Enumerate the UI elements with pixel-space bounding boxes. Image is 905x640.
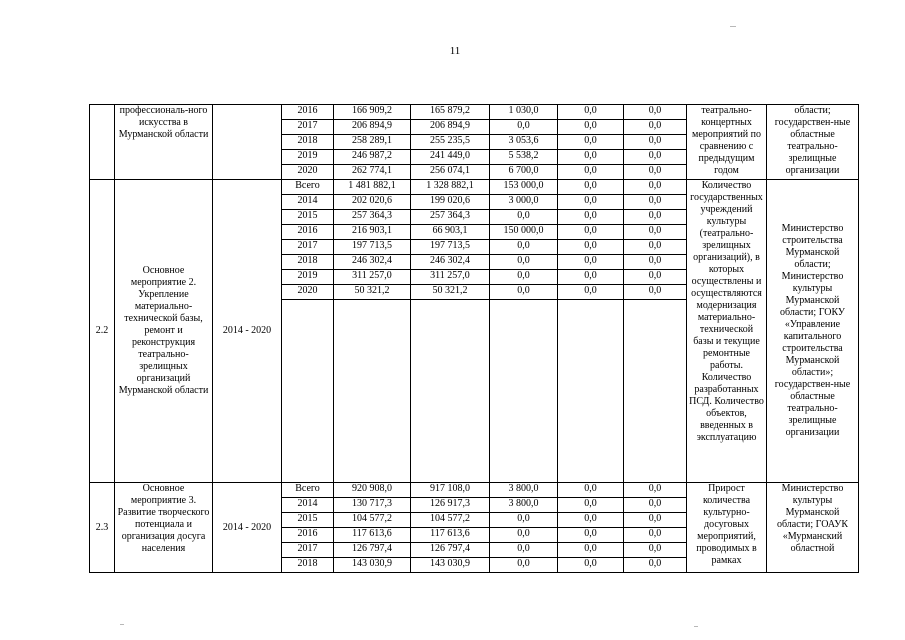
financing-table [89,104,859,573]
local-budget-cell: 0,0 [558,180,624,195]
local-budget-cell: 0,0 [558,483,624,498]
federal-budget-cell: 6 700,0 [490,165,558,180]
federal-budget-cell: 0,0 [490,210,558,225]
local-budget-cell: 0,0 [558,150,624,165]
executor-cell: Министерство культуры Мурманской области; ГОАУК «Мурманский областной [767,483,859,573]
other-sources-cell: 0,0 [624,498,687,513]
total-cell: 246 302,4 [334,255,411,270]
federal-budget-cell: 3 000,0 [490,195,558,210]
federal-budget-cell [490,300,558,483]
federal-budget-cell: 153 000,0 [490,180,558,195]
regional-budget-cell: 126 797,4 [411,543,490,558]
other-sources-cell: 0,0 [624,240,687,255]
indicator-cell: Количество государственных учреждений культуры (театрально-зрелищных организаций), в которых осуществлены и осуществляются модернизация материально-технической базы и текущие ремонтные работы. Количество разработанных ПСД. Количество объектов, введенных в эксплуатацию [687,180,767,483]
total-cell: 130 717,3 [334,498,411,513]
regional-budget-cell: 241 449,0 [411,150,490,165]
year-cell: 2014 [282,195,334,210]
federal-budget-cell: 5 538,2 [490,150,558,165]
regional-budget-cell: 255 235,5 [411,135,490,150]
regional-budget-cell: 311 257,0 [411,270,490,285]
federal-budget-cell: 150 000,0 [490,225,558,240]
federal-budget-cell: 1 030,0 [490,105,558,120]
page-number: 11 [449,45,461,57]
year-cell: 2019 [282,150,334,165]
total-cell: 1 481 882,1 [334,180,411,195]
other-sources-cell: 0,0 [624,195,687,210]
regional-budget-cell: 257 364,3 [411,210,490,225]
total-cell: 166 909,2 [334,105,411,120]
regional-budget-cell: 197 713,5 [411,240,490,255]
total-cell: 246 987,2 [334,150,411,165]
total-cell: 117 613,6 [334,528,411,543]
local-budget-cell: 0,0 [558,105,624,120]
scan-mark [694,626,698,627]
total-cell [334,300,411,483]
regional-budget-cell: 165 879,2 [411,105,490,120]
indicator-cell: театрально-концертных мероприятий по сравнению с предыдущим годом [687,105,767,180]
federal-budget-cell: 0,0 [490,513,558,528]
regional-budget-cell: 50 321,2 [411,285,490,300]
local-budget-cell: 0,0 [558,195,624,210]
total-cell: 104 577,2 [334,513,411,528]
federal-budget-cell: 0,0 [490,558,558,573]
federal-budget-cell: 0,0 [490,120,558,135]
local-budget-cell: 0,0 [558,558,624,573]
table-row [90,483,859,498]
year-cell: 2020 [282,285,334,300]
total-cell: 311 257,0 [334,270,411,285]
other-sources-cell: 0,0 [624,285,687,300]
local-budget-cell: 0,0 [558,240,624,255]
local-budget-cell: 0,0 [558,255,624,270]
federal-budget-cell: 3 800,0 [490,483,558,498]
other-sources-cell: 0,0 [624,543,687,558]
year-cell: 2018 [282,135,334,150]
item-name-cell: Основное мероприятие 2. Укрепление материально-технической базы, ремонт и реконструкция театрально-зрелищных организаций Мурманской области [115,180,213,483]
item-number-cell: 2.3 [90,483,115,573]
total-cell: 920 908,0 [334,483,411,498]
total-cell: 143 030,9 [334,558,411,573]
local-budget-cell: 0,0 [558,513,624,528]
total-cell: 257 364,3 [334,210,411,225]
table-row [90,105,859,120]
year-cell: 2017 [282,120,334,135]
period-cell: 2014 - 2020 [213,483,282,573]
federal-budget-cell: 0,0 [490,255,558,270]
regional-budget-cell: 256 074,1 [411,165,490,180]
local-budget-cell [558,300,624,483]
local-budget-cell: 0,0 [558,210,624,225]
other-sources-cell [624,300,687,483]
other-sources-cell: 0,0 [624,165,687,180]
regional-budget-cell: 1 328 882,1 [411,180,490,195]
scan-mark [730,26,736,27]
year-cell: Всего [282,180,334,195]
executor-cell: области; государствен-ные областные театрально-зрелищные организации [767,105,859,180]
local-budget-cell: 0,0 [558,225,624,240]
item-number-cell: 2.2 [90,180,115,483]
other-sources-cell: 0,0 [624,135,687,150]
local-budget-cell: 0,0 [558,543,624,558]
local-budget-cell: 0,0 [558,135,624,150]
year-cell: 2016 [282,105,334,120]
year-cell: 2015 [282,210,334,225]
year-cell: 2017 [282,240,334,255]
table-row [90,180,859,195]
year-cell: 2016 [282,225,334,240]
year-cell: 2020 [282,165,334,180]
regional-budget-cell: 206 894,9 [411,120,490,135]
other-sources-cell: 0,0 [624,528,687,543]
federal-budget-cell: 0,0 [490,285,558,300]
local-budget-cell: 0,0 [558,528,624,543]
regional-budget-cell [411,300,490,483]
other-sources-cell: 0,0 [624,210,687,225]
indicator-cell: Прирост количества культурно-досуговых мероприятий, проводимых в рамках [687,483,767,573]
year-cell [282,300,334,483]
year-cell: 2016 [282,528,334,543]
executor-cell: Министерство строительства Мурманской области; Министерство культуры Мурманской области; ГОКУ «Управление капитального строительства Мурманской области»; государствен-ные областные театрально-зрелищные организации [767,180,859,483]
item-number-cell [90,105,115,180]
total-cell: 258 289,1 [334,135,411,150]
other-sources-cell: 0,0 [624,483,687,498]
other-sources-cell: 0,0 [624,150,687,165]
total-cell: 262 774,1 [334,165,411,180]
regional-budget-cell: 143 030,9 [411,558,490,573]
item-name-cell: профессиональ-ного искусства в Мурманской области [115,105,213,180]
local-budget-cell: 0,0 [558,498,624,513]
year-cell: 2019 [282,270,334,285]
regional-budget-cell: 917 108,0 [411,483,490,498]
year-cell: 2017 [282,543,334,558]
year-cell: Всего [282,483,334,498]
total-cell: 206 894,9 [334,120,411,135]
federal-budget-cell: 3 053,6 [490,135,558,150]
local-budget-cell: 0,0 [558,165,624,180]
total-cell: 126 797,4 [334,543,411,558]
local-budget-cell: 0,0 [558,270,624,285]
regional-budget-cell: 246 302,4 [411,255,490,270]
local-budget-cell: 0,0 [558,285,624,300]
other-sources-cell: 0,0 [624,225,687,240]
table-body [90,105,859,573]
other-sources-cell: 0,0 [624,255,687,270]
total-cell: 202 020,6 [334,195,411,210]
period-cell: 2014 - 2020 [213,180,282,483]
total-cell: 50 321,2 [334,285,411,300]
other-sources-cell: 0,0 [624,180,687,195]
item-name-cell: Основное мероприятие 3. Развитие творческого потенциала и организация досуга населения [115,483,213,573]
federal-budget-cell: 0,0 [490,543,558,558]
federal-budget-cell: 3 800,0 [490,498,558,513]
period-cell [213,105,282,180]
year-cell: 2014 [282,498,334,513]
regional-budget-cell: 66 903,1 [411,225,490,240]
federal-budget-cell: 0,0 [490,240,558,255]
other-sources-cell: 0,0 [624,120,687,135]
federal-budget-cell: 0,0 [490,270,558,285]
other-sources-cell: 0,0 [624,513,687,528]
local-budget-cell: 0,0 [558,120,624,135]
regional-budget-cell: 126 917,3 [411,498,490,513]
regional-budget-cell: 117 613,6 [411,528,490,543]
other-sources-cell: 0,0 [624,558,687,573]
total-cell: 216 903,1 [334,225,411,240]
other-sources-cell: 0,0 [624,270,687,285]
federal-budget-cell: 0,0 [490,528,558,543]
total-cell: 197 713,5 [334,240,411,255]
scan-mark [120,624,124,625]
regional-budget-cell: 199 020,6 [411,195,490,210]
year-cell: 2015 [282,513,334,528]
year-cell: 2018 [282,558,334,573]
regional-budget-cell: 104 577,2 [411,513,490,528]
other-sources-cell: 0,0 [624,105,687,120]
year-cell: 2018 [282,255,334,270]
